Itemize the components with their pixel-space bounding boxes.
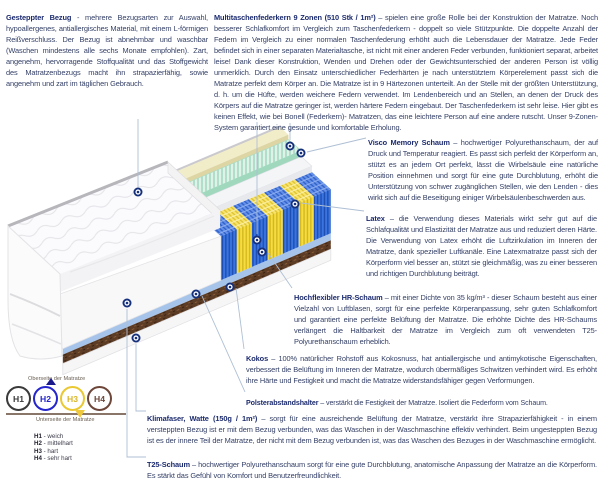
layer-marker-icon <box>192 290 201 299</box>
section-title: Gesteppter Bezug <box>6 13 72 23</box>
section-title: Klimafaser, Watte (150g / 1m²) <box>147 414 258 424</box>
section-text: mehrere Bezugsarten zur Auswahl, hypoallergenes, antiallergisches Material, mit einem L-förmigen Reißverschluss. Der Bezug ist abnehmbar und waschbar (Waschen mindestens alle sechs Monate empfohlen). Zart, angenehm, hervorragende Stoffqualität und das Stoffgewicht des Matratzenbezugs macht ihn strapazierfähig, sowie angenehm und zart im täglichen Gebrauch. <box>6 13 208 89</box>
layer-marker-icon <box>226 283 235 292</box>
section-title: Hochflexibler HR-Schaum <box>294 293 383 303</box>
legend-item: H4 - sehr hart <box>34 455 72 463</box>
section-latex: Latex – die Verwendung dieses Materials wirkt sehr gut auf die Schlafqualität und Elastizität der Matratze aus und reduziert deren Härte. Die Verwendung von Latex erhöht die Luftzirkulation im Inneren der Matratze, dank spezieller Luftkanäle. Eine Latexmatratze passt sich der Körperform viel besser an, stützt sie gleichmäßig, was zu einer besseren und richtigen Durchblutung beiträgt. <box>366 214 597 279</box>
layer-marker-icon <box>286 142 295 151</box>
layer-marker-icon <box>291 200 300 209</box>
section-text: mit einer Dichte von 35 kg/m³ - dieser Schaum besteht aus einer Vielzahl von Luftblasen, sorgt für eine perfekte Körperanpassung, sehr guten Schlafkomfort und garantiert eine perfekte Belüftung der Matratze. Die erhöhte Dichte des HR-Schaums verlängert die Haltbarkeit der Matratze im Vergleich zum oft verwendeten T25-Polyurethanschaum erheblich. <box>294 293 597 347</box>
section-kokos: Kokos – 100% natürlicher Rohstoff aus Kokosnuss, hat antiallergische und antimykotische Eigenschaften, verbessert die Belüftung im Inneren der Matratze, wodurch übermäßiges Schwitzen verhindert wird. Es erhöht ihre Härte und Festigkeit und macht die Matratze widerstandsfähiger gegen Verformungen. <box>246 354 597 386</box>
hardness-zone-circles <box>6 386 112 411</box>
section-title: Latex <box>366 214 385 224</box>
top-side-marker-icon <box>46 378 56 385</box>
section-gesteppter-bezug: Gesteppter Bezug - mehrere Bezugsarten zur Auswahl, hypoallergenes, antiallergisches Material, mit einem L-förmigen Reißverschluss. Der Bezug ist abnehmbar und waschbar (Waschen mindestens alle sechs Monate empfohlen). Zart, angenehm, hervorragende Stoffqualität und das Stoffgewicht des Matratzenbezugs macht ihn strapazierfähig, sowie angenehm und zart im täglichen Gebrauch. <box>6 13 208 89</box>
section-text: 100% natürlicher Rohstoff aus Kokosnuss, hat antiallergische und antimykotische Eigenschaften, verbessert die Belüftung im Inneren der Matratze, wodurch übermäßiges Schwitzen verhindert wird. Es erhöht ihre Härte und Festigkeit und macht die Matratze widerstandsfähiger gegen Verformungen. <box>246 354 597 386</box>
section-text: hochwertiger Polyurethanschaum sorgt für eine gute Durchblutung, anatomische Anpassung der Matratze an die Körperform. Es stärkt das Gefühl von Komfort und Benutzerfreundlichkeit. <box>147 460 598 481</box>
hardness-legend <box>6 376 132 476</box>
section-t25-schaum: T25-Schaum – hochwertiger Polyurethanschaum sorgt für eine gute Durchblutung, anatomische Anpassung der Matratze an die Körperform. Es stärkt das Gefühl von Komfort und Benutzerfreundlichkeit. <box>147 460 598 481</box>
leader-line <box>307 138 366 152</box>
section-title: Visco Memory Schaum <box>368 138 450 148</box>
legend-item: H1 - weich <box>34 433 64 440</box>
hardness-zone-h3: H3 <box>60 386 85 411</box>
layer-marker-icon <box>297 149 306 158</box>
legend-item: H2 - mittelhart <box>34 440 73 448</box>
hardness-zone-h1: H1 <box>6 386 31 411</box>
section-title: Kokos <box>246 354 269 364</box>
section-klimafaser-watte: Klimafaser, Watte (150g / 1m²) – sorgt für eine ausreichende Belüftung der Matratze, verstärkt ihre Strapazierfähigkeit - in einem versteppten Bezug ist er mit dem Bezug verbunden, was das Waschen in der Waschmaschine effektiv verhindert. Beim ungesteppten Bezug ist es der innere Teil der Matratze, der nicht mit dem Bezug verbunden ist, was das Waschen des Bezuges in der Waschmaschine ermöglicht. <box>147 414 597 446</box>
section-text: sorgt für eine ausreichende Belüftung der Matratze, verstärkt ihre Strapazierfähigkeit - in einem versteppten Bezug ist er mit dem Bezug verbunden, was das Waschen in der Waschmaschine effektiv verhindert. Beim ungesteppten Bezug ist es der innere Teil der Matratze, der nicht mit dem Bezug verbunden ist, was das Waschen des Bezuges in der Waschmaschine ermöglicht. <box>147 414 597 446</box>
layer-marker-icon <box>258 248 267 257</box>
section-multitaschenfederkern: Multitaschenfederkern 9 Zonen (510 Stk / 1m²) – spielen eine große Rolle bei der Konstruktion der Matratze. Noch besserer Schlafkomfort im Vergleich zum Taschenfederkern - doppelt so viele Stützpunkte. Die doppelte Anzahl der Federn im Vergleich zu einer normalen Taschenfederung erhöht auch die Lebensdauer der Matratze. Jede Feder befindet sich in einer separaten Materialtasche, ist nicht mit einer anderen Feder verbunden, funktioniert separat, arbeitet leise! Dank dieser Konstruktion, Wenden und Drehen oder der Gewichtsunterschied der anderen Person ist völlig unmerklich. Durch den Einsatz unterschiedlicher Federhärten je nach unterstütztem Körperelement passt sich die Matratze perfekt dem Körper an. Die Matratze ist in 9 Härtezonen unterteilt. An der Stelle mit der größten Unterstützung, d. h. um die Hüfte, werden weichere Federn verwendet. Im Lendenbereich und an Stellen, an denen der Druck des Körpers auf die Matratze geringer ist, werden härtere Federn eingebaut. Der Taschenfederkern ist sehr leise. Hier gibt es keinen Effekt, wie bei Bonell (Federkern)- Matratzen, das eine leichtere Person auf eine andere rutscht. Unser 9-Zonen-System garantiert eine gesunde und komfortable Erholung. <box>214 13 598 133</box>
section-text: hochwertiger Polyurethanschaum, der auf Druck und Temperatur reagiert. Es passt sich perfekt der Körperform an, stützt es an jedem Ort perfekt, lässt die Wirbelsäule eine natürliche Position einnehmen und sorgt für eine gute Durchblutung, erhöht die Unterstützung von schwer zugänglichen Stellen, wie den Lenden - dies wirkt sich auf die Beseitigung einiger Wirbelsäulenbeschwerden aus. <box>368 138 598 203</box>
top-side-label: Oberseite der Matratze <box>28 376 86 382</box>
layer-marker-icon <box>134 188 143 197</box>
section-hr-schaum: Hochflexibler HR-Schaum – mit einer Dichte von 35 kg/m³ - dieser Schaum besteht aus einer Vielzahl von Luftblasen, sorgt für eine perfekte Körperanpassung, sehr guten Schlafkomfort und garantiert eine perfekte Belüftung der Matratze. Die erhöhte Dichte des HR-Schaums verlängert die Haltbarkeit der Matratze im Vergleich zum oft verwendeten T25-Polyurethanschaum erheblich. <box>294 293 597 347</box>
section-title: Polsterabstandshalter <box>246 399 319 408</box>
section-polsterabstandshalter: Polsterabstandshalter – verstärkt die Festigkeit der Matratze. Isoliert die Federform vom Schaum. <box>246 399 548 408</box>
layer-marker-icon <box>123 299 132 308</box>
section-visco-memory-schaum: Visco Memory Schaum – hochwertiger Polyurethanschaum, der auf Druck und Temperatur reagiert. Es passt sich perfekt der Körperform an, stützt es an jedem Ort perfekt, lässt die Wirbelsäule eine natürliche Position einnehmen und sorgt für eine gute Durchblutung, erhöht die Unterstützung von schwer zugänglichen Stellen, wie den Lenden - dies wirkt sich auf die Beseitigung einiger Wirbelsäulenbeschwerden aus. <box>368 138 598 203</box>
section-text: spielen eine große Rolle bei der Konstruktion der Matratze. Noch besserer Schlafkomfort im Vergleich zum Taschenfederkern - doppelt so viele Stützpunkte. Die doppelte Anzahl der Federn im Vergleich zu einer normalen Taschenfederung erhöht auch die Lebensdauer der Matratze. Jede Feder befindet sich in einer separaten Materialtasche, ist nicht mit einer anderen Feder verbunden, funktioniert separat, arbeitet leise! Dank dieser Konstruktion, Wenden und Drehen oder der Gewichtsunterschied der anderen Person ist völlig unmerklich. Durch den Einsatz unterschiedlicher Federhärten je nach unterstütztem Körperelement passt sich die Matratze perfekt dem Körper an. Die Matratze ist in 9 Härtezonen unterteilt. An der Stelle mit der größten Unterstützung, d. h. um die Hüfte, werden weichere Federn verwendet. Im Lendenbereich und an Stellen, an denen der Druck des Körpers auf die Matratze geringer ist, werden härtere Federn eingebaut. Der Taschenfederkern ist sehr leise. Hier gibt es keinen Effekt, wie bei Bonell (Federkern)- Matratzen, das eine leichtere Person auf eine andere rutscht. Unser 9-Zonen-System garantiert eine gesunde und komfortable Erholung. <box>214 13 598 133</box>
bottom-side-label: Unterseite der Matratze <box>36 417 95 423</box>
hardness-legend-list <box>34 433 73 463</box>
leader-line <box>136 344 146 411</box>
layer-marker-icon <box>132 334 141 343</box>
layer-marker-icon <box>253 236 262 245</box>
hardness-zone-h2: H2 <box>33 386 58 411</box>
section-text: verstärkt die Festigkeit der Matratze. Isoliert die Federform vom Schaum. <box>326 399 548 408</box>
section-title: T25-Schaum <box>147 460 190 470</box>
section-text: die Verwendung dieses Materials wirkt sehr gut auf die Schlafqualität und Elastizität der Matratze aus und reduziert deren Härte. Die Verwendung von Latex erhöht die Luftzirkulation im Inneren der Matratze, dank spezieller Luftkanäle. Eine Latexmatratze passt sich der Körperform viel besser an, stützt sie gleichmäßig, was zu einer besseren und richtigen Durchblutung beiträgt. <box>366 214 597 279</box>
hardness-zone-h4: H4 <box>87 386 112 411</box>
mattress-baseline <box>6 413 126 415</box>
section-title: Multitaschenfederkern 9 Zonen (510 Stk / 1m²) <box>214 13 376 23</box>
legend-item: H3 - hart <box>34 447 59 455</box>
